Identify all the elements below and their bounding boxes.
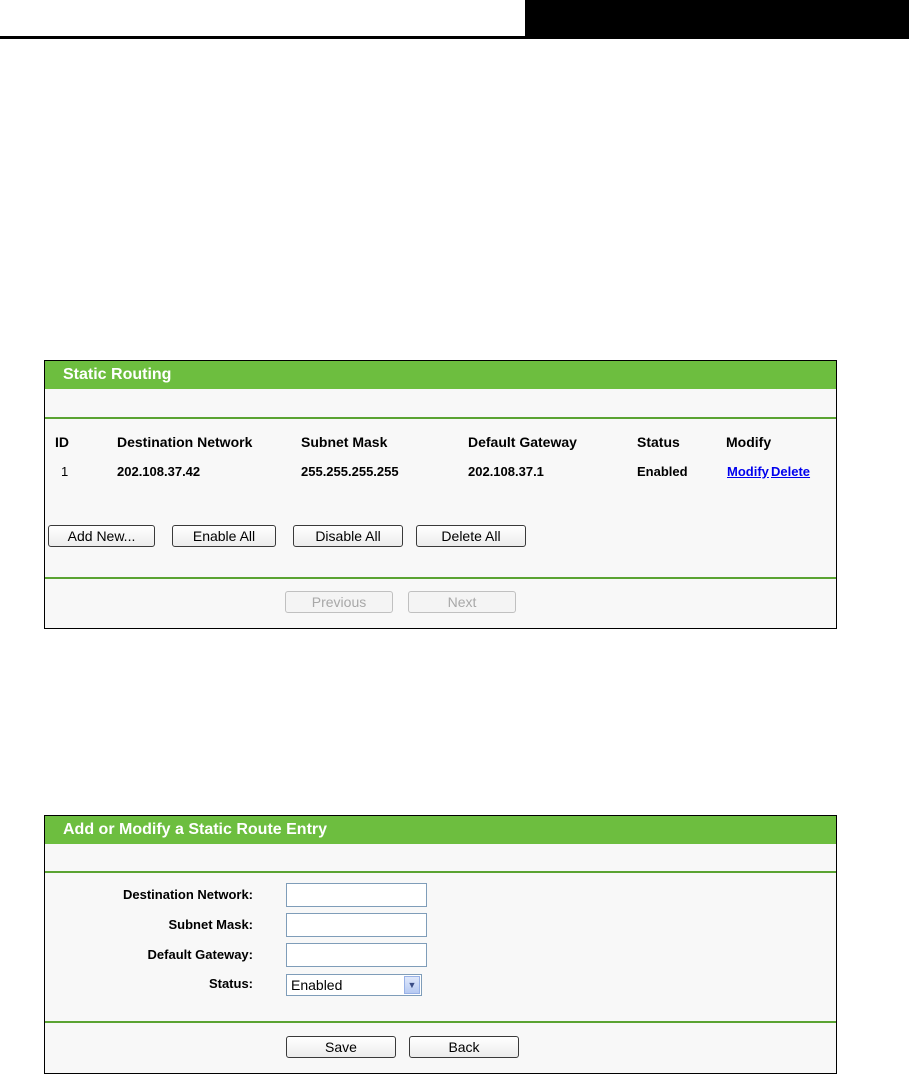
enable-all-button[interactable]: Enable All [172, 525, 276, 547]
divider [45, 871, 836, 873]
gateway-label: Default Gateway: [147, 947, 253, 962]
row-status: Enabled [637, 464, 688, 479]
static-routing-panel [44, 360, 837, 629]
divider [45, 417, 836, 419]
delete-all-button[interactable]: Delete All [416, 525, 526, 547]
back-button[interactable]: Back [409, 1036, 519, 1058]
route-entry-title: Add or Modify a Static Route Entry [45, 816, 836, 844]
static-routing-title: Static Routing [45, 361, 836, 389]
row-destination: 202.108.37.42 [117, 464, 201, 479]
col-status-header: Status [637, 434, 680, 450]
destination-label: Destination Network: [122, 887, 253, 902]
status-label: Status: [208, 976, 253, 991]
header-rule [0, 36, 525, 39]
header-block [525, 0, 909, 39]
status-select-value: Enabled [291, 977, 343, 993]
modify-link[interactable]: Modify [727, 464, 769, 479]
col-mask-header: Subnet Mask [301, 434, 388, 450]
add-new-button[interactable]: Add New... [48, 525, 155, 547]
row-id: 1 [61, 464, 69, 479]
disable-all-button[interactable]: Disable All [293, 525, 403, 547]
status-select[interactable] [286, 974, 422, 996]
save-button[interactable]: Save [286, 1036, 396, 1058]
divider [45, 1021, 836, 1023]
default-gateway-input[interactable] [286, 943, 427, 967]
col-modify-header: Modify [726, 434, 772, 450]
destination-network-input[interactable] [286, 883, 427, 907]
col-gateway-header: Default Gateway [468, 434, 577, 450]
next-button[interactable]: Next [408, 591, 516, 613]
subnet-mask-input[interactable] [286, 913, 427, 937]
mask-label: Subnet Mask: [168, 917, 253, 932]
col-id-header: ID [55, 434, 69, 450]
previous-button[interactable]: Previous [285, 591, 393, 613]
chevron-down-icon[interactable]: ▼ [404, 976, 420, 994]
row-gateway: 202.108.37.1 [468, 464, 544, 479]
divider [45, 577, 836, 579]
row-mask: 255.255.255.255 [301, 464, 399, 479]
delete-link[interactable]: Delete [771, 464, 811, 479]
route-entry-panel [44, 815, 837, 1074]
col-destination-header: Destination Network [117, 434, 253, 450]
